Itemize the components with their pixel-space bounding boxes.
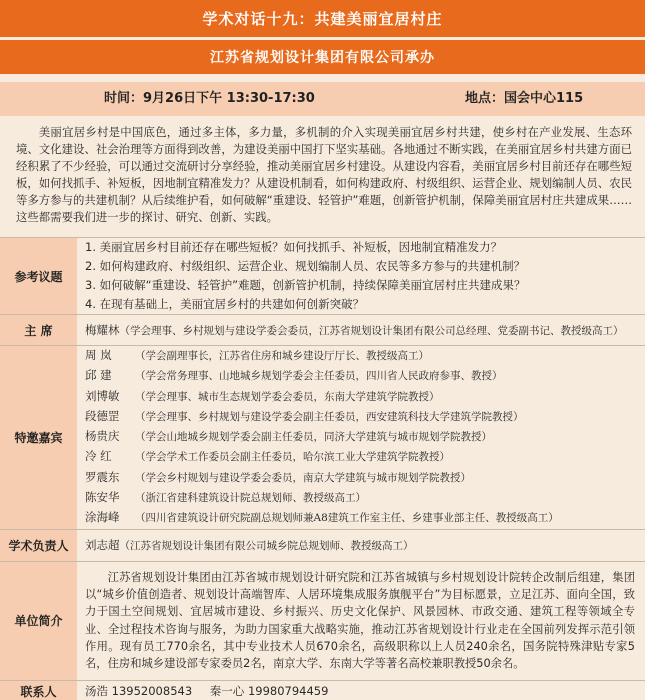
lead-label: 学术负责人 — [0, 529, 77, 561]
chair-name: 梅耀林 — [85, 323, 120, 337]
contact-person: 秦一心 19980794459 — [209, 683, 329, 698]
lead-desc: （江苏省规划设计集团有限公司城乡院总规划师、教授级高工） — [119, 540, 414, 553]
event-location: 地点：国会中心115 — [465, 91, 584, 106]
topic-item: 4. 在现有基础上，美丽宜居乡村的共建如何创新突破？ — [85, 297, 365, 311]
guest-name: 涂海峰 — [85, 510, 120, 525]
unit-description: 江苏省规划设计集团由江苏省城市规划设计研究院和江苏省城镇与乡村规划设计院转企改制后组建，集团以“城乡价值创造者、规划设计高端智库、人居环境集成服务旗舰平台”为目标愿景，立足江苏、面向全国，致力于国土空间规划、宜居城市建设、乡村振兴、历史文化保护、风景园林、市政交通、建筑工程等领域全专业、全过程技术咨询与服务，为助力国家重大战略实施，推动江苏省规划设计行业走在全国前列发挥示范引领作用。现有员工770余名，其中专业技术人员670余名，高级职称以上人员240余名，国务院特殊津贴专家5名，住房和城乡建设部专家委员2名，南京大学、东南大学等著名高校兼职教授50余名。 — [85, 570, 635, 671]
guest-name: 邱 建 — [85, 368, 112, 383]
guest-item — [85, 447, 645, 467]
topic-item: 2. 如何构建政府、村级组织、运营企业、规划编制人员、农民等多方参与的共建机制？ — [85, 259, 526, 273]
guest-desc: （四川省建筑设计研究院副总规划师兼A8建筑工作室主任、乡建事业部主任、教授级高工） — [135, 512, 559, 525]
guest-name: 刘博敏 — [85, 388, 120, 403]
guest-item — [85, 366, 645, 386]
lead-content — [77, 529, 645, 561]
topic-item: 3. 如何破解“重建设、轻管护”难题，创新管护机制，持续保障美丽宜居村庄共建成果？ — [85, 278, 526, 292]
page-title: 学术对话十九：共建美丽宜居村庄 — [0, 0, 645, 37]
guest-name: 陈安华 — [85, 490, 120, 505]
guest-item — [85, 407, 645, 427]
guests-row — [0, 346, 645, 530]
guest-item — [85, 427, 645, 447]
chair-row — [0, 315, 645, 346]
guests-list — [77, 346, 645, 530]
program-table — [0, 237, 645, 700]
contact-row — [0, 680, 645, 700]
unit-label: 单位简介 — [0, 561, 77, 680]
chair-desc: （学会理事、乡村规划与建设学委会委员，江苏省规划设计集团有限公司总经理、党委副书记、教授级高工） — [119, 325, 624, 337]
contact-label: 联系人 — [0, 680, 77, 700]
contact-content — [77, 680, 645, 700]
guest-desc: （学会副理事长，江苏省住房和城乡建设厅厅长、教授级高工） — [135, 350, 429, 362]
guest-item — [85, 387, 645, 407]
lead-name: 刘志超 — [85, 538, 120, 553]
guest-name: 段德罡 — [85, 408, 120, 423]
topics-list — [77, 238, 645, 315]
topic-item: 1. 美丽宜居乡村目前还存在哪些短板？如何找抓手、补短板，因地制宜精准发力？ — [85, 240, 503, 254]
guest-desc: （学会理事、乡村规划与建设学委会副主任委员，西安建筑科技大学建筑学院教授） — [135, 410, 524, 423]
guest-desc: （浙江省建科建筑设计院总规划师、教授级高工） — [135, 492, 366, 505]
event-time: 时间：9月26日下午 13:30-17:30 — [104, 91, 315, 106]
guest-name: 周 岚 — [85, 348, 112, 362]
guest-desc: （学会理事、城市生态规划学委会委员，东南大学建筑学院教授） — [135, 390, 440, 403]
chair-label: 主 席 — [0, 315, 77, 346]
contact-person: 汤浩 13952008543 — [85, 683, 193, 698]
guest-name: 杨贵庆 — [85, 429, 120, 444]
info-bar — [0, 82, 645, 116]
guest-desc: （学会学术工作委员会副主任委员，哈尔滨工业大学建筑学院教授） — [135, 451, 450, 464]
guest-desc: （学会乡村规划与建设学委会委员，南京大学建筑与城市规划学院教授） — [135, 471, 471, 484]
host-banner: 江苏省规划设计集团有限公司承办 — [0, 40, 645, 74]
guest-desc: （学会常务理事、山地城乡规划学委会主任委员，四川省人民政府参事、教授） — [135, 370, 503, 383]
chair-content — [77, 315, 645, 346]
unit-row — [0, 561, 645, 680]
topics-row — [0, 238, 645, 315]
guest-item — [85, 468, 645, 488]
topics-label: 参考议题 — [0, 238, 77, 315]
guests-label: 特邀嘉宾 — [0, 346, 77, 530]
intro-paragraph: 美丽宜居乡村是中国底色，通过多主体，多力量，多机制的介入实现美丽宜居乡村共建，使乡村在产业发展、生态环境、文化建设、社会治理等方面得到改善，为建设美丽中国打下坚实基础。各地通过不断实践，在美丽宜居乡村共建方面已经积累了不少经验，可以通过交流研讨分享经验，推动美丽宜居乡村建设。从建设内容看，美丽宜居乡村目前还存在哪些短板，如何找抓手、补短板，因地制宜精准发力？从建设机制看，如何构建政府、村级组织、运营企业、规划编制人员、农民等多方参与的共建机制？从后续维护看，如何破解“重建设、轻管护”难题，创新管护机制，保障美丽宜居村庄共建成果……这些都需要我们进一步的探讨、研究、创新、实践。 — [16, 125, 632, 224]
guest-item — [85, 508, 645, 528]
guest-item — [85, 488, 645, 508]
guest-item — [85, 346, 645, 366]
lead-row — [0, 529, 645, 561]
unit-content — [77, 561, 645, 680]
guest-name: 罗震东 — [85, 469, 120, 484]
guest-name: 冷 红 — [85, 449, 112, 464]
guest-desc: （学会山地城乡规划学委会副主任委员，同济大学建筑与城市规划学院教授） — [135, 431, 492, 444]
